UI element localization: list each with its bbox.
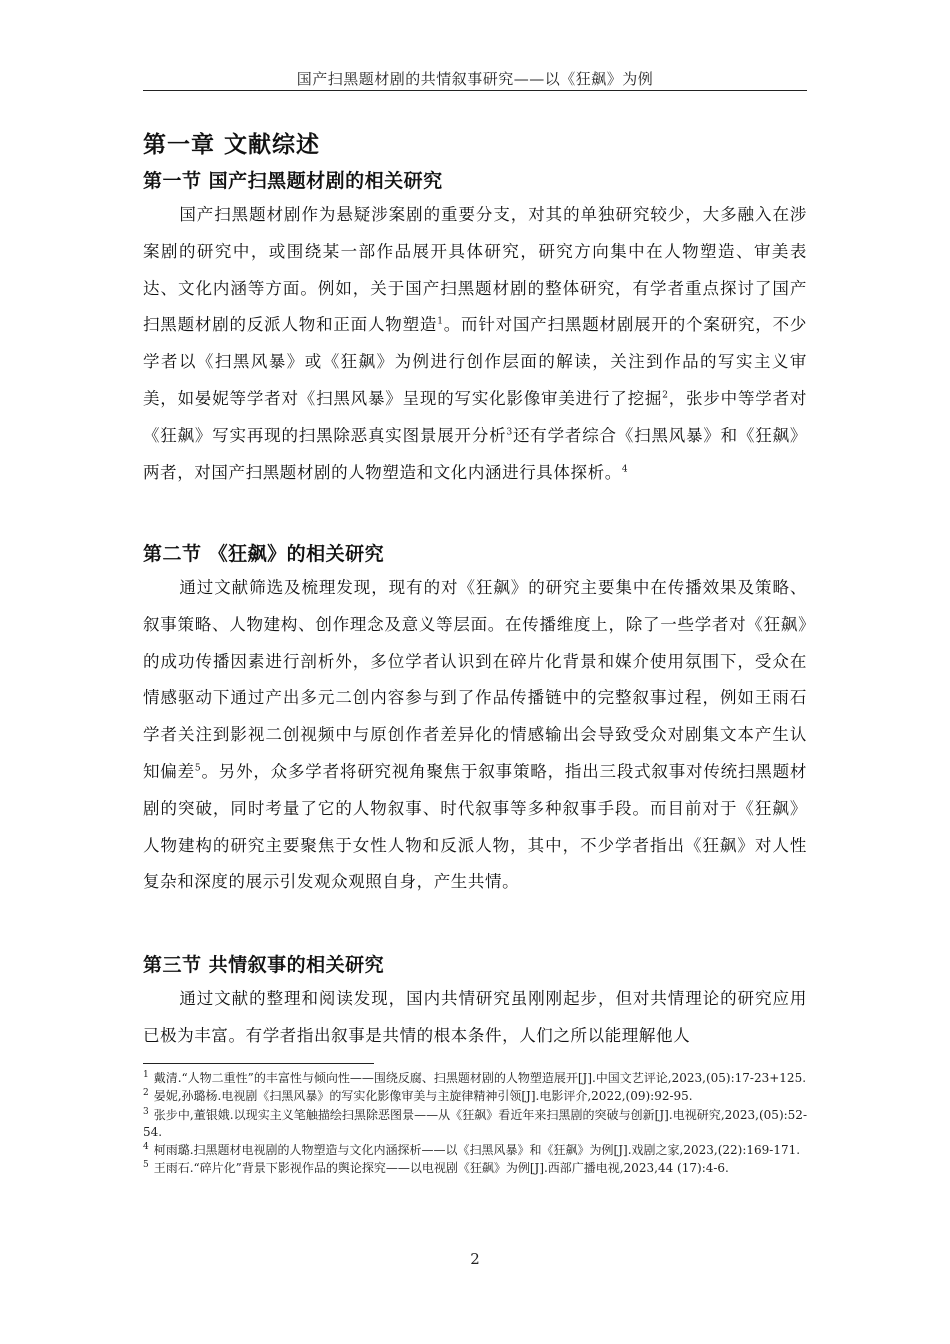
footnote: $^2$ 晏妮,孙璐杨.电视剧《扫黑风暴》的写实化影像审美与主旋律精神引领[J].电影评介,2022,(09):92-95. xyxy=(143,1088,693,1104)
section-3-paragraph: 通过文献的整理和阅读发现，国内共情研究虽刚刚起步，但对共情理论的研究应用已极为丰富。有学者指出叙事是共情的根本条件，人们之所以能理解他人 xyxy=(143,989,807,1045)
footnote: $^3$ 张步中,董银娥.以现实主义笔触描绘扫黑除恶图景——从《狂飙》看近年来扫黑剧的突破与创新[J].电视研究,2023,(05):52-54. xyxy=(143,1106,807,1139)
running-header: 国产扫黑题材剧的共情叙事研究——以《狂飙》为例 xyxy=(296,70,654,88)
footnote: $^4$ 柯雨璐.扫黑题材电视剧的人物塑造与文化内涵探析——以《扫黑风暴》和《狂飙》为例[J].戏剧之家,2023,(22):169-171. xyxy=(143,1141,801,1157)
chapter-title: 第一章 文献综述 xyxy=(143,132,321,158)
header-rule xyxy=(143,90,807,91)
footnote-ref-3: 3 xyxy=(506,427,513,438)
footnote-ref-4: 4 xyxy=(621,464,629,475)
section-1-title: 第一节 国产扫黑题材剧的相关研究 xyxy=(143,170,443,192)
footnote: $^5$ 王雨石.“碎片化”背景下影视作品的舆论探究——以电视剧《狂飙》为例[J].西部广播电视,2023,44 (17):4-6. xyxy=(143,1160,729,1176)
page-number: 2 xyxy=(470,1250,480,1268)
footnote-ref-5: 5 xyxy=(194,763,202,774)
footnotes xyxy=(143,1070,807,1179)
footnote-ref-1: 1 xyxy=(437,316,444,327)
footnote-ref-2: 2 xyxy=(662,390,669,401)
section-3-title: 第三节 共情叙事的相关研究 xyxy=(143,954,385,976)
footnote-rule xyxy=(143,1063,374,1064)
section-2-title: 第二节 《狂飙》的相关研究 xyxy=(143,543,385,565)
section-1-paragraph: 国产扫黑题材剧作为悬疑涉案剧的重要分支，对其的单独研究较少，大多融入在涉案剧的研究中，或围绕某一部作品展开具体研究，研究方向集中在人物塑造、审美表达、文化内涵等方面。例如，关于国产扫黑题材剧的整体研究，有学者重点探讨了国产扫黑题材剧的反派人物和正面人物塑造$^1$。而针对国产扫黑题材剧展开的个案研究，不少学者以《扫黑风暴》或《狂飙》为例进行创作层面的解读，关注到作品的写实主义审美，如晏妮等学者对《扫黑风暴》呈现的写实化影像审美进行了挖掘$^2$，张步中等学者对《狂飙》写实再现的扫黑除恶真实图景展开分析$^3$还有学者综合《扫黑风暴》和《狂飙》两者，对国产扫黑题材剧的人物塑造和文化内涵进行具体探析。$^4$ xyxy=(143,205,808,482)
footnote: $^1$ 戴清.“人物二重性”的丰富性与倾向性——围绕反腐、扫黑题材剧的人物塑造展开[J].中国文艺评论,2023,(05):17-23+125. xyxy=(143,1070,807,1085)
section-2-paragraph: 通过文献筛选及梳理发现，现有的对《狂飙》的研究主要集中在传播效果及策略、叙事策略、人物建构、创作理念及意义等层面。在传播维度上，除了一些学者对《狂飙》的成功传播因素进行剖析外，多位学者认识到在碎片化背景和媒介使用氛围下，受众在情感驱动下通过产出多元二创内容参与到了作品传播链中的完整叙事过程，例如王雨石学者关注到影视二创视频中与原创作者差异化的情感输出会导致受众对剧集文本产生认知偏差$^5$。另外，众多学者将研究视角聚焦于叙事策略，指出三段式叙事对传统扫黑题材剧的突破，同时考量了它的人物叙事、时代叙事等多种叙事手段。而目前对于《狂飙》人物建构的研究主要聚焦于女性人物和反派人物，其中，不少学者指出《狂飙》对人性复杂和深度的展示引发观众观照自身，产生共情。 xyxy=(143,578,807,892)
